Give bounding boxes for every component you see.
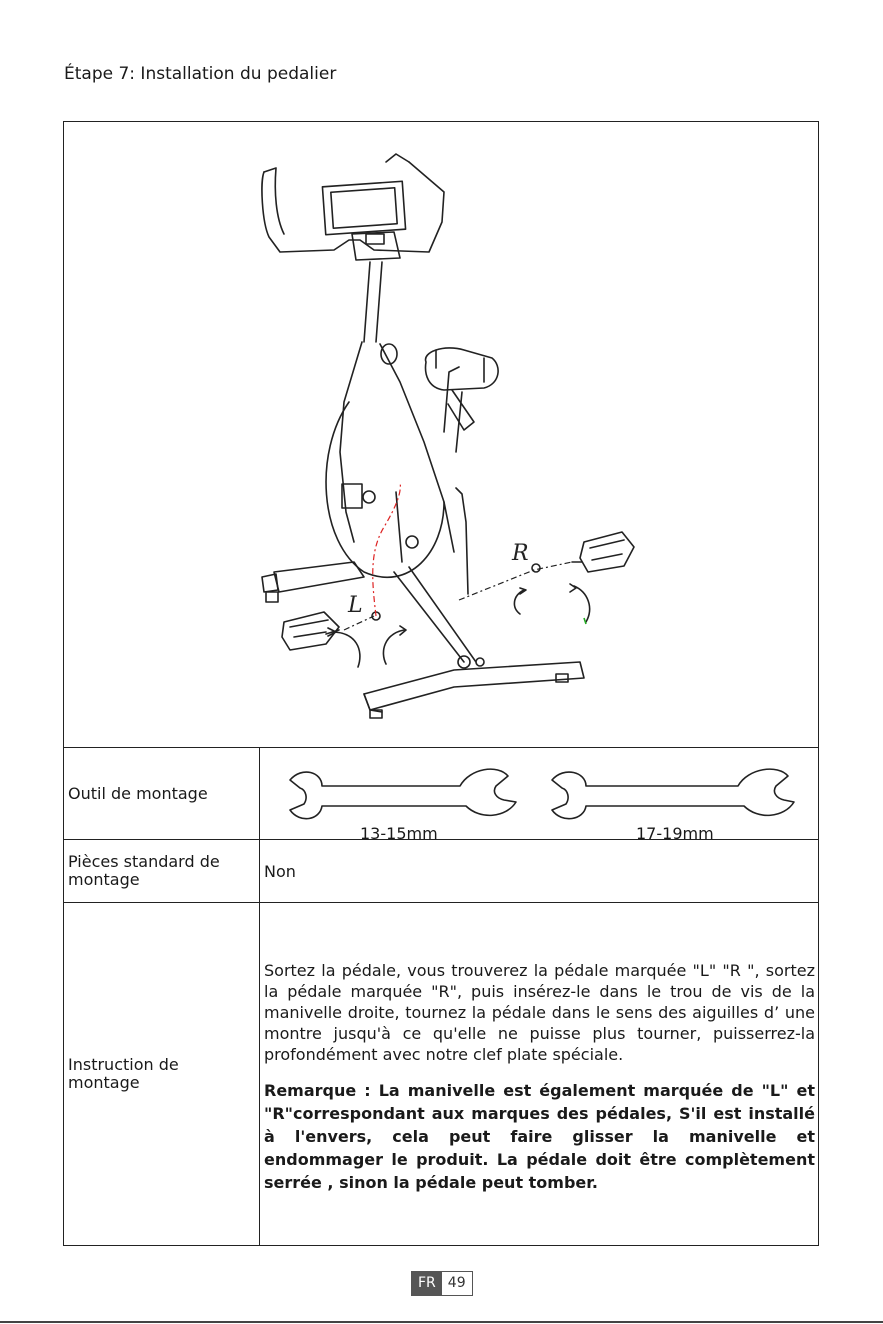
- wrench-2-size: 17-19mm: [636, 824, 714, 843]
- instruction-table: [63, 121, 819, 1246]
- bike-pedal-illustration: [64, 122, 818, 748]
- parts-value: Non: [264, 861, 296, 881]
- left-pedal-label: L: [348, 593, 363, 618]
- instruction-row: [64, 903, 818, 1245]
- wrench-1-size: 13-15mm: [360, 824, 438, 843]
- step-title: Étape 7: Installation du pedalier: [64, 64, 337, 84]
- right-pedal-label: R: [512, 541, 529, 566]
- instruction-label: Instruction de montage: [64, 903, 260, 1245]
- parts-row: [64, 840, 818, 903]
- bottom-rule: [0, 1321, 883, 1323]
- wrenches-illustration: [260, 748, 818, 840]
- page-number: 49: [442, 1272, 472, 1295]
- language-code: FR: [412, 1272, 442, 1295]
- tool-label: Outil de montage: [64, 748, 260, 839]
- tool-value: [260, 748, 818, 843]
- instruction-text: Sortez la pédale, vous trouverez la pédale marquée "L" "R ", sortez la pédale marquée "R", puis insérez-le dans le trou de vis de la manivelle droite, tournez la pédale dans le sens des aiguilles d’ une montre jusqu'à ce qu'elle ne puisse plus tourner, puisserrez-la profondément avec notre clef plate spéciale.: [264, 961, 815, 1064]
- assembly-figure-cell: [64, 122, 818, 748]
- page-number-badge: [411, 1271, 473, 1296]
- instruction-note: Remarque : La manivelle est également marquée de "L" et "R"correspondant aux marques des pédales, S'il est installé à l'envers, cela peut faire glisser la manivelle et endommager le produit. La pédale doit être complètement serrée , sinon la pédale peut tomber.: [264, 1081, 815, 1192]
- tool-row: [64, 748, 818, 843]
- instruction-value: [260, 903, 818, 1245]
- parts-label: Pièces standard de montage: [64, 840, 260, 902]
